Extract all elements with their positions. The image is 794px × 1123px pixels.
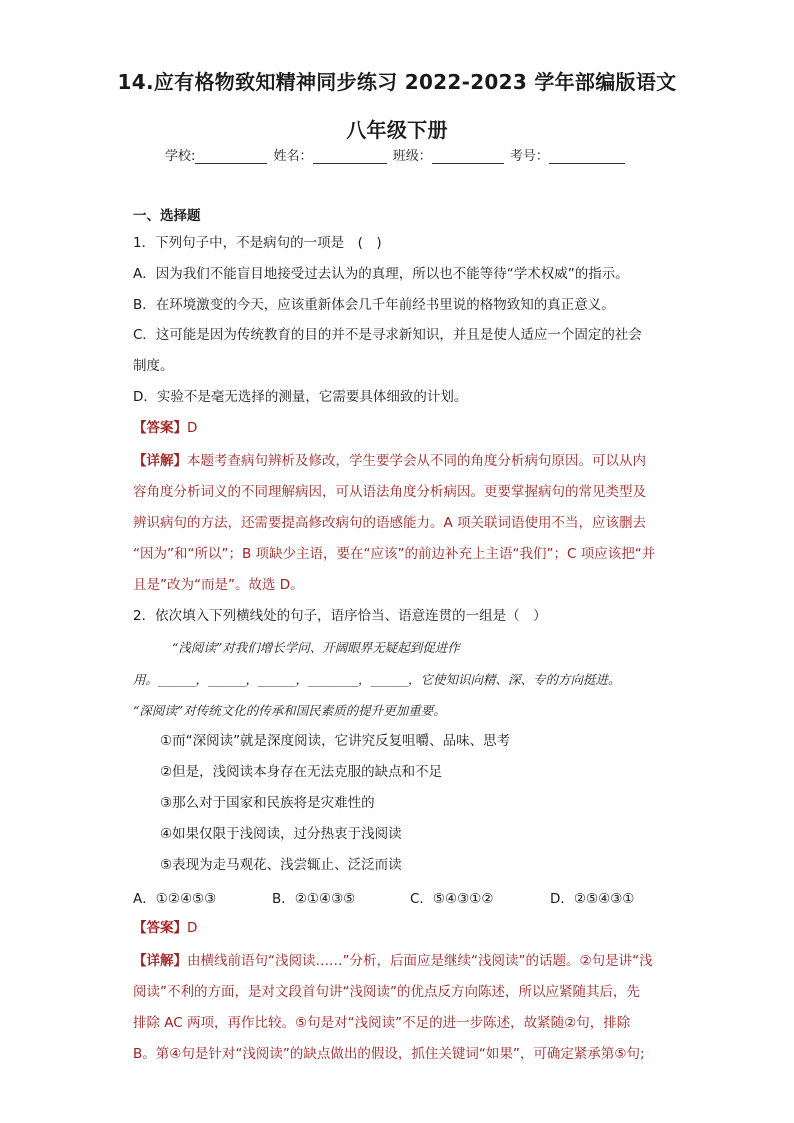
q2-sentence-5: ⑤表现为走马观花、浅尝辄止、泛泛而读 <box>160 857 402 873</box>
q2-detail-1 <box>133 951 653 971</box>
q2-sentence-3: ③那么对于国家和民族将是灾难性的 <box>160 795 375 811</box>
q1-detail-3: 辨识病句的方法，还需要提高修改病句的语感能力。A 项关联词语使用不当，应该删去 <box>133 515 647 531</box>
q1-stem: 1．下列句子中，不是病句的一项是 ( ) <box>133 235 382 251</box>
exam-no-label: 考号： <box>509 149 549 164</box>
q2-passage-2: 用。______，______，______，________，______，它使知识向精、深、专的方向挺进。 <box>133 672 621 687</box>
q2-passage-3: “深阅读”对传统文化的传承和国民素质的提升更加重要。 <box>133 703 446 718</box>
school-blank[interactable] <box>195 149 267 164</box>
class-label: 班级： <box>392 149 432 164</box>
q1-answer-label: 【答案】 <box>133 420 187 436</box>
q2-sentence-4: ④如果仅限于浅阅读，过分热衷于浅阅读 <box>160 826 402 842</box>
q1-detail-4: “因为”和“所以”；B 项缺少主语，要在“应该”的前边补充上主语“我们”；C 项应该把“并 <box>133 546 656 562</box>
q1-detail-1 <box>133 451 646 471</box>
q2-answer <box>133 918 197 938</box>
q1-option-d: D．实验不是毫无选择的测量，它需要具体细致的计划。 <box>133 389 468 405</box>
q2-stem: 2．依次填入下列横线处的句子，语序恰当、语意连贯的一组是（ ） <box>133 608 547 624</box>
name-blank[interactable] <box>313 149 387 164</box>
q2-option-c: C．⑤④③①② <box>410 891 494 907</box>
q2-detail-label: 【详解】 <box>133 953 187 969</box>
page-title-line2: 八年级下册 <box>346 118 448 142</box>
q2-detail-2: 阅读”不利的方面，是对文段首句讲“浅阅读”的优点反方向陈述，所以应紧随其后，先 <box>133 984 640 1000</box>
q2-sentence-1: ①而“深阅读”就是深度阅读，它讲究反复咀嚼、品味、思考 <box>160 733 511 749</box>
q1-detail-label: 【详解】 <box>133 453 187 469</box>
section-heading: 一、选择题 <box>133 208 201 224</box>
q2-passage-1: “浅阅读”对我们增长学问、开阔眼界无疑起到促进作 <box>172 640 460 655</box>
q1-answer-value: D <box>187 420 198 436</box>
q2-answer-value: D <box>187 920 198 936</box>
q1-option-c-cont: 制度。 <box>133 358 174 374</box>
q2-detail-3: 排除 AC 两项，再作比较。⑤句是对“浅阅读”不足的进一步陈述，故紧随②句，排除 <box>133 1015 631 1031</box>
q2-option-b: B．②①④③⑤ <box>272 891 356 907</box>
q2-detail-4: B。第④句是针对“浅阅读”的缺点做出的假设，抓住关键词“如果”，可确定紧承第⑤句; <box>133 1046 645 1062</box>
q2-detail-text: 由横线前语句“浅阅读……”分析，后面应是继续“浅阅读”的话题。②句是讲“浅 <box>187 953 653 969</box>
q1-option-b: B．在环境激变的今天，应该重新体会几千年前经书里说的格物致知的真正意义。 <box>133 297 615 313</box>
q1-answer <box>133 418 197 438</box>
q1-detail-text: 本题考查病句辨析及修改，学生要学会从不同的角度分析病句原因。可以从内 <box>187 453 646 469</box>
exam-no-blank[interactable] <box>549 149 625 164</box>
name-label: 姓名： <box>273 149 313 164</box>
q1-detail-5: 且是”改为“而是”。故选 D。 <box>133 577 304 593</box>
q2-option-d: D．②⑤④③① <box>550 891 635 907</box>
q1-detail-2: 容角度分析词义的不同理解病因，可从语法角度分析病因。更要掌握病句的常见类型及 <box>133 484 646 500</box>
school-label: 学校: <box>165 149 196 164</box>
q2-option-a: A．①②④⑤③ <box>133 891 217 907</box>
page-title-line1: 14.应有格物致知精神同步练习 2022-2023 学年部编版语文 <box>117 70 677 94</box>
q1-option-c: C．这可能是因为传统教育的目的并不是寻求新知识，并且是使人适应一个固定的社会 <box>133 327 642 343</box>
q2-sentence-2: ②但是，浅阅读本身存在无法克服的缺点和不足 <box>160 764 443 780</box>
student-info-row <box>165 145 627 164</box>
class-blank[interactable] <box>432 149 504 164</box>
q2-answer-label: 【答案】 <box>133 920 187 936</box>
q1-option-a: A．因为我们不能盲目地接受过去认为的真理，所以也不能等待“学术权威”的指示。 <box>133 266 629 282</box>
